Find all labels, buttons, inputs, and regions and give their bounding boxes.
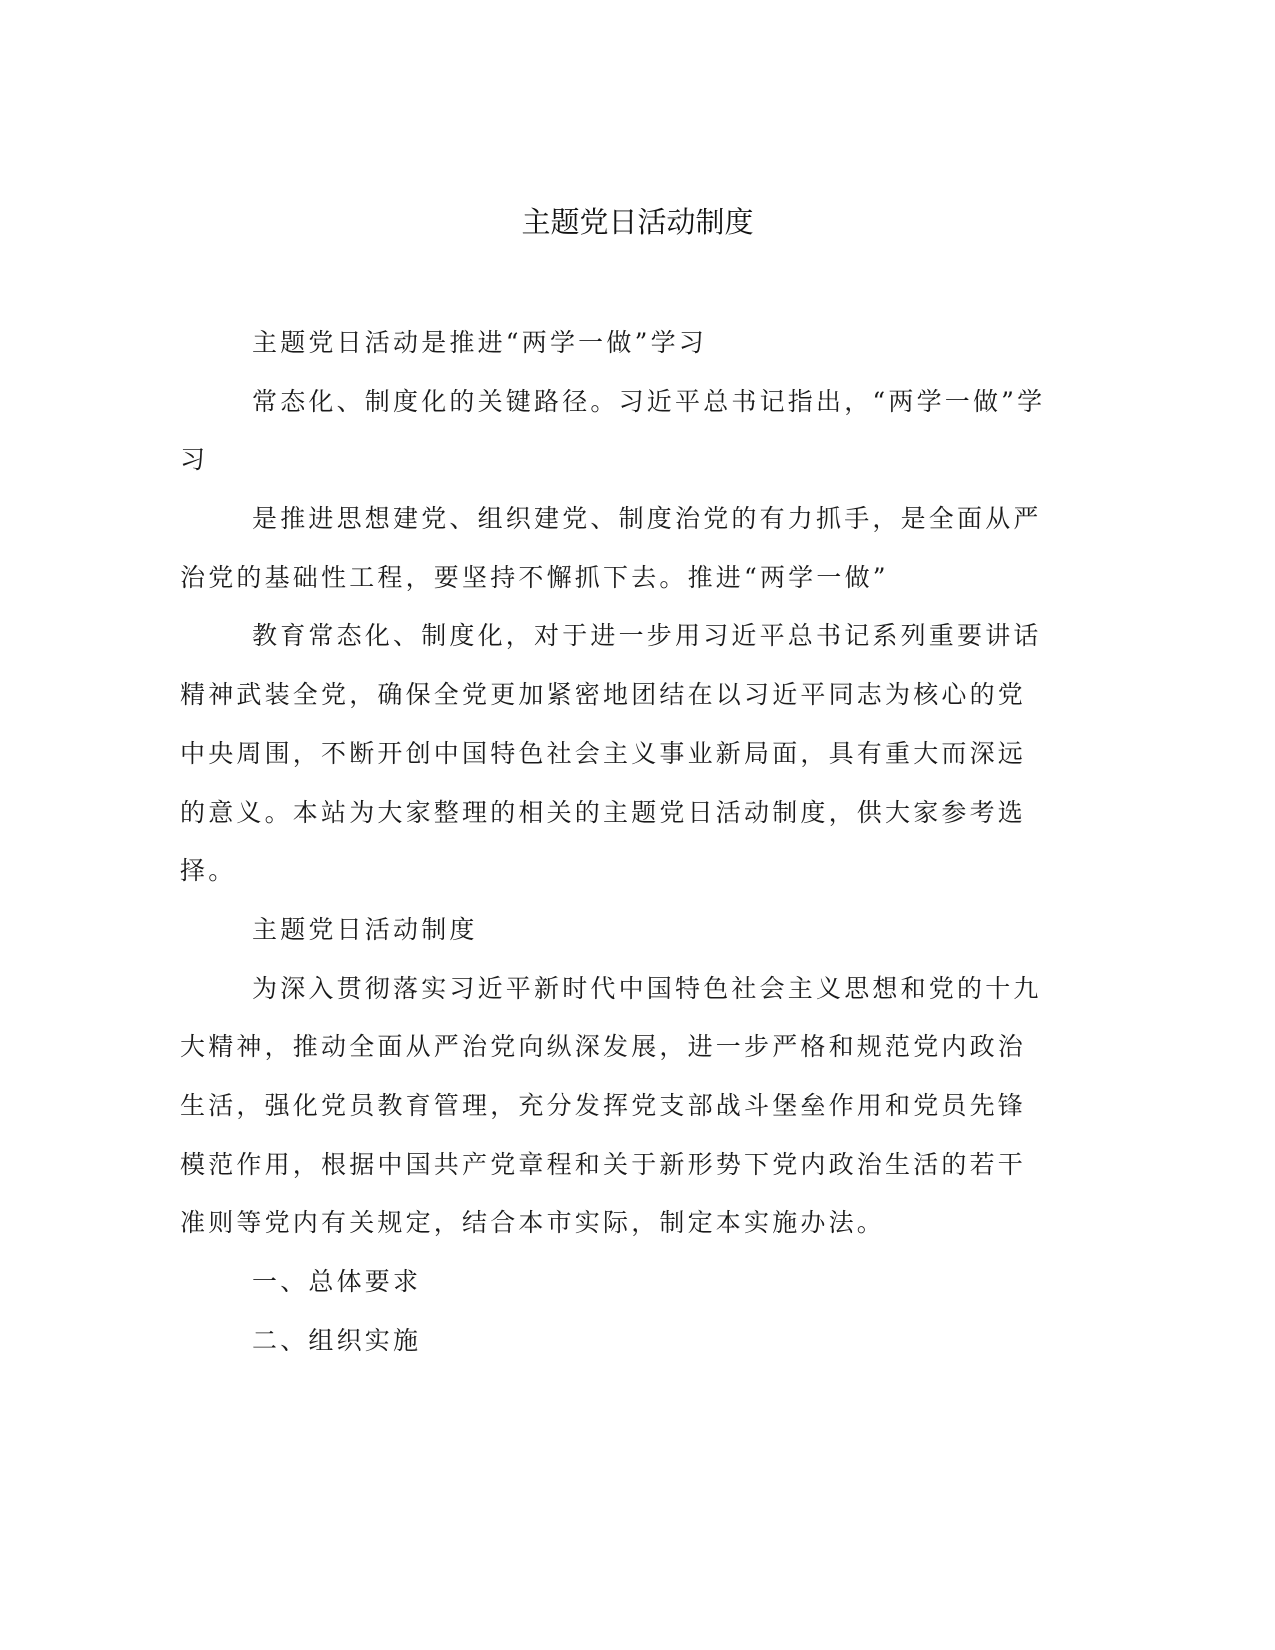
text-line: 准则等党内有关规定，结合本市实际，制定本实施办法。 <box>180 1208 886 1238</box>
text-line: 教育常态化、制度化，对于进一步用习近平总书记系列重要讲话 <box>252 621 1042 651</box>
document-body <box>180 314 1046 1370</box>
text-line: 是推进思想建党、组织建党、制度治党的有力抓手，是全面从严 <box>252 504 1042 534</box>
paragraph <box>180 1312 1040 1371</box>
text-line: 一、总体要求 <box>252 1267 422 1296</box>
document-title: 主题党日活动制度 <box>521 205 754 239</box>
paragraph <box>180 490 1040 607</box>
paragraph <box>180 314 1040 373</box>
paragraph <box>180 901 1040 960</box>
paragraph <box>180 960 1040 1253</box>
text-line: 二、组织实施 <box>252 1325 422 1355</box>
text-line: 大精神，推动全面从严治党向纵深发展，进一步严格和规范党内政治 <box>180 1032 1027 1062</box>
text-line: 的意义。本站为大家整理的相关的主题党日活动制度，供大家参考选 <box>180 797 1027 827</box>
text-line: 主题党日活动制度 <box>252 914 478 944</box>
text-line: 治党的基础性工程，要坚持不懈抓下去。推进“两学一做” <box>180 562 889 592</box>
paragraph <box>180 1253 1040 1312</box>
text-line: 精神武装全党，确保全党更加紧密地团结在以习近平同志为核心的党 <box>180 680 1027 710</box>
text-line: 模范作用，根据中国共产党章程和关于新形势下党内政治生活的若干 <box>180 1149 1027 1179</box>
text-line: 择。 <box>180 856 237 886</box>
text-line: 中央周围，不断开创中国特色社会主义事业新局面，具有重大而深远 <box>180 738 1027 768</box>
text-line: 习 <box>180 445 209 475</box>
paragraph <box>180 607 1040 900</box>
text-line: 生活，强化党员教育管理，充分发挥党支部战斗堡垒作用和党员先锋 <box>180 1090 1027 1120</box>
text-line: 为深入贯彻落实习近平新时代中国特色社会主义思想和党的十九 <box>252 973 1042 1003</box>
text-line: 主题党日活动是推进“两学一做”学习 <box>252 328 707 357</box>
paragraph <box>180 373 1046 490</box>
text-line: 常态化、制度化的关键路径。习近平总书记指出，“两学一做”学 <box>252 386 1046 416</box>
